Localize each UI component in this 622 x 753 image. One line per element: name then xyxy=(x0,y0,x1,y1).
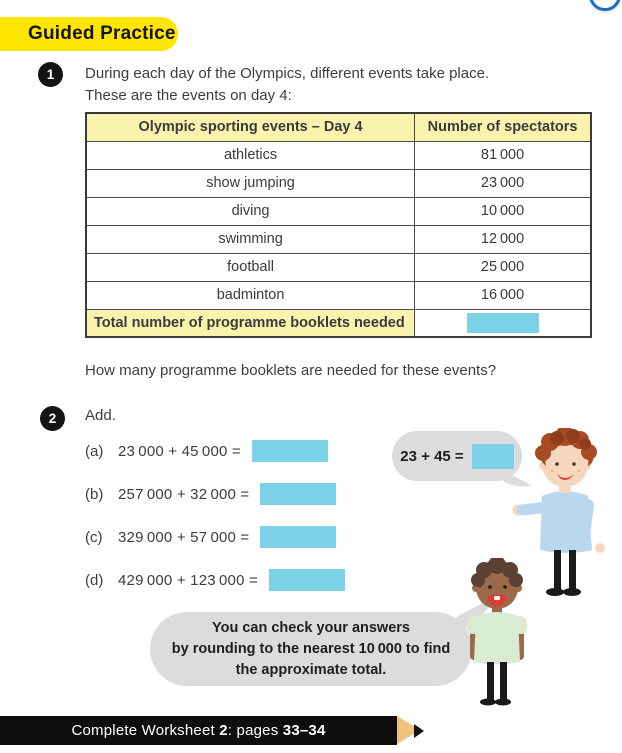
problem-label: (c) xyxy=(85,528,103,546)
problem-row-b xyxy=(85,483,336,505)
problem-row-a xyxy=(85,440,328,462)
question-1-prompt: How many programme booklets are needed for these events? xyxy=(85,362,497,379)
footer-text: Complete Worksheet 2: pages 33–34 xyxy=(71,722,326,739)
question-1-intro-line2: These are the events on day 4: xyxy=(85,87,292,104)
hint-line-2: by rounding to the nearest 10 000 to find xyxy=(171,640,451,657)
question-1-intro xyxy=(85,63,489,107)
spectators-cell: 12 000 xyxy=(415,225,591,253)
column-header-events: Olympic sporting events – Day 4 xyxy=(86,113,415,141)
question-2-instruction: Add. xyxy=(85,407,116,424)
problem-label: (b) xyxy=(85,485,104,503)
question-1-intro-line1: During each day of the Olympics, different events take place. xyxy=(85,65,490,82)
spectators-cell: 25 000 xyxy=(415,253,591,281)
answer-box-a[interactable] xyxy=(252,440,328,462)
table-row xyxy=(86,225,591,253)
total-answer-cell xyxy=(415,309,591,337)
pencil-tip-icon xyxy=(414,724,424,738)
column-header-spectators: Number of spectators xyxy=(415,113,591,141)
table-row xyxy=(86,253,591,281)
spectators-cell: 16 000 xyxy=(415,281,591,309)
problem-label: (a) xyxy=(85,442,104,460)
table-row xyxy=(86,141,591,169)
table-header-row xyxy=(86,113,591,141)
spectators-cell: 81 000 xyxy=(415,141,591,169)
event-cell: swimming xyxy=(86,225,415,253)
table-row xyxy=(86,197,591,225)
spectators-cell: 10 000 xyxy=(415,197,591,225)
event-cell: athletics xyxy=(86,141,415,169)
answer-box-d[interactable] xyxy=(269,569,345,591)
speech-bubble-hint xyxy=(150,612,472,686)
problem-row-c xyxy=(85,526,336,548)
problem-expression: 257 000 + 32 000 = xyxy=(118,485,250,503)
spectators-cell: 23 000 xyxy=(415,169,591,197)
problem-expression: 429 000 + 123 000 = xyxy=(118,571,258,589)
hint-line-3: the approximate total. xyxy=(235,661,387,678)
cropped-circle-button-icon[interactable] xyxy=(589,0,621,11)
question-1-badge xyxy=(38,62,63,87)
total-answer-box[interactable] xyxy=(467,313,539,333)
boy-green-shirt-illustration xyxy=(450,558,545,713)
speech-bubble-answer-box[interactable] xyxy=(472,444,514,469)
question-2-number: 2 xyxy=(48,411,57,426)
page-title-label: Guided Practice xyxy=(28,23,176,44)
table-row xyxy=(86,169,591,197)
problem-expression: 23 000 + 45 000 = xyxy=(118,442,241,460)
event-cell: football xyxy=(86,253,415,281)
table-total-row xyxy=(86,309,591,337)
problem-row-d xyxy=(85,569,345,591)
question-2-badge xyxy=(40,406,65,431)
spectators-table xyxy=(85,112,592,338)
speech-bubble-small-text: 23 + 45 = xyxy=(400,447,464,465)
table-row xyxy=(86,281,591,309)
event-cell: badminton xyxy=(86,281,415,309)
total-label: Total number of programme booklets needed xyxy=(86,309,415,337)
event-cell: show jumping xyxy=(86,169,415,197)
answer-box-c[interactable] xyxy=(260,526,336,548)
hint-line-1: You can check your answers xyxy=(212,619,410,636)
answer-box-b[interactable] xyxy=(260,483,336,505)
problem-label: (d) xyxy=(85,571,104,589)
question-1-number: 1 xyxy=(46,67,55,82)
problem-expression: 329 000 + 57 000 = xyxy=(118,528,250,546)
event-cell: diving xyxy=(86,197,415,225)
page-title xyxy=(0,17,178,51)
worksheet-footer-bar xyxy=(0,716,397,745)
